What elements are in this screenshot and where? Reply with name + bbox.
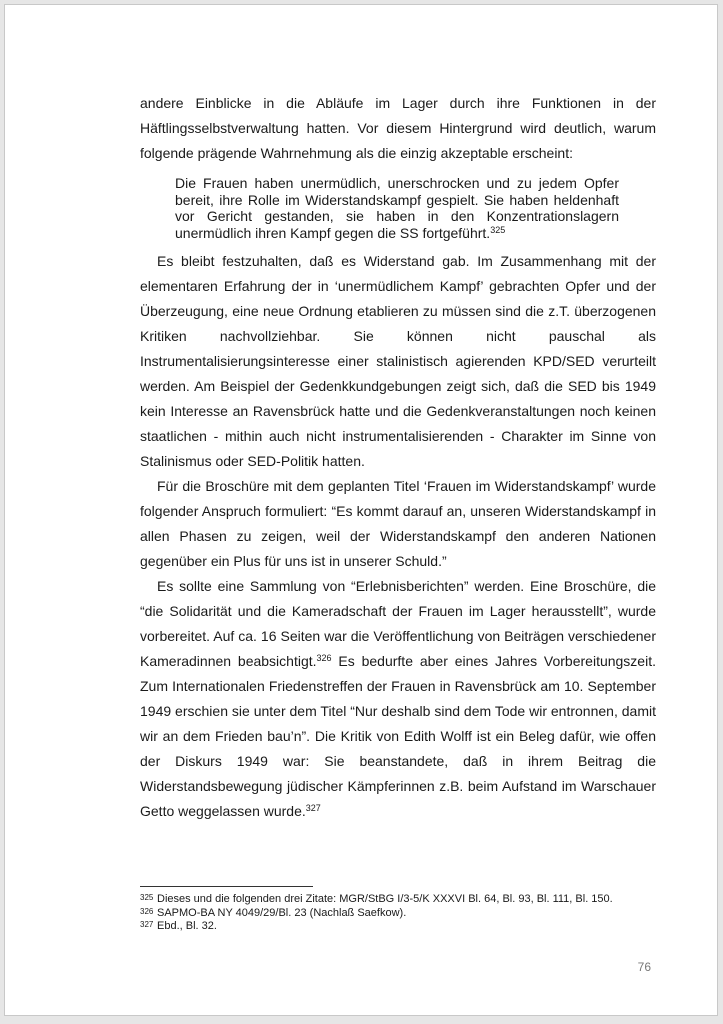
paragraph-experience-reports — [140, 574, 656, 824]
footnote-text: SAPMO-BA NY 4049/29/Bl. 23 (Nachlaß Saefkow). — [157, 906, 407, 919]
page-number: 76 — [637, 960, 651, 974]
footnote-ref-326[interactable]: 326 — [316, 653, 332, 664]
paragraph-part-1: Es sollte eine Sammlung von “Erlebnisberichten” werden. Eine Broschüre, die “die Solidarität und die Kameradschaft der Frauen im Lager herausstellt”, wurde vorbereitet. Auf ca. 16 Seiten war die Veröffentlichung von Beiträgen verschiedener Kameradinnen beabsichtigt. — [140, 578, 656, 670]
paragraph-resistance: Es bleibt festzuhalten, daß es Widerstand gab. Im Zusammenhang mit der elementaren Erfahrung der in ‘unermüdlichem Kampf’ gebrachten Opfer und der Überzeugung, eine neue Ordnung etablieren zu müssen sind die z.T. überzogenen Kritiken nachvollziehbar. Sie können nicht pauschal als Instrumentalisierungsinteresse einer stalinistisch agierenden KPD/SED verurteilt werden. Am Beispiel der Gedenkkundgebungen zeigt sich, daß die SED bis 1949 kein Interesse an Ravensbrück hatte und die Gedenkveranstaltungen noch keinen staatlichen - mithin auch nicht instrumentalisierenden - Charakter im Sinne von Stalinismus oder SED-Politik hatten. — [140, 253, 656, 470]
paragraph-part-2: Es bedurfte aber eines Jahres Vorbereitungszeit. Zum Internationalen Friedenstreffen der Frauen in Ravensbrück am 10. September 1949 erschien sie unter dem Titel “Nur deshalb sind dem Tode wir entronnen, damit wir an dem Frieden bau’n”. Die Kritik von Edith Wolff ist ein Beleg dafür, wie offen der Diskurs 1949 war: Sie beanstandete, daß in ihrem Beitrag die Widerstandsbewegung jüdischer Kämpferinnen z.B. beim Aufstand im Warschauer Getto weggelassen wurde. — [140, 653, 656, 820]
paragraph-brochure-claim: Für die Broschüre mit dem geplanten Titel ‘Frauen im Widerstandskampf’ wurde folgender Anspruch formuliert: “Es kommt darauf an, unseren Widerstandskampf in allen Phasen zu zeigen, weil der Widerstandskampf den anderen Nationen gegenüber ein Plus für uns ist in unserer Schuld.” — [140, 478, 656, 570]
footnote-text: Ebd., Bl. 32. — [157, 920, 217, 932]
footnote — [140, 920, 656, 934]
footnotes — [140, 893, 656, 934]
block-quote — [175, 175, 619, 241]
body-text — [140, 91, 656, 824]
footnote-number: 327 — [140, 920, 154, 929]
footnote-ref-327[interactable]: 327 — [305, 803, 321, 814]
document-page — [4, 4, 718, 1016]
footnote-number: 326 — [140, 906, 154, 916]
footnote-number: 325 — [140, 893, 154, 902]
footnote-ref-325[interactable]: 325 — [490, 224, 506, 235]
footnote-text: Dieses und die folgenden drei Zitate: MGR/StBG I/3-5/K XXXVI Bl. 64, Bl. 93, Bl. 111, Bl. 150. — [157, 893, 613, 905]
block-quote-text: Die Frauen haben unermüdlich, unerschrocken und zu jedem Opfer bereit, ihre Rolle im Widerstandskampf gespielt. Sie haben heldenhaft vor Gericht gestanden, sie haben in den Konzentrationslagern unermüdlich ihren Kampf gegen die SS fortgeführt. — [175, 175, 619, 241]
paragraph-intro: andere Einblicke in die Abläufe im Lager durch ihre Funktionen in der Häftlingsselbstverwaltung hatten. Vor diesem Hintergrund wird deutlich, warum folgende prägende Wahrnehmung als die einzig akzeptable erscheint: — [140, 95, 656, 161]
footnote-separator — [140, 886, 313, 887]
footnote — [140, 893, 656, 907]
footnote — [140, 907, 656, 921]
